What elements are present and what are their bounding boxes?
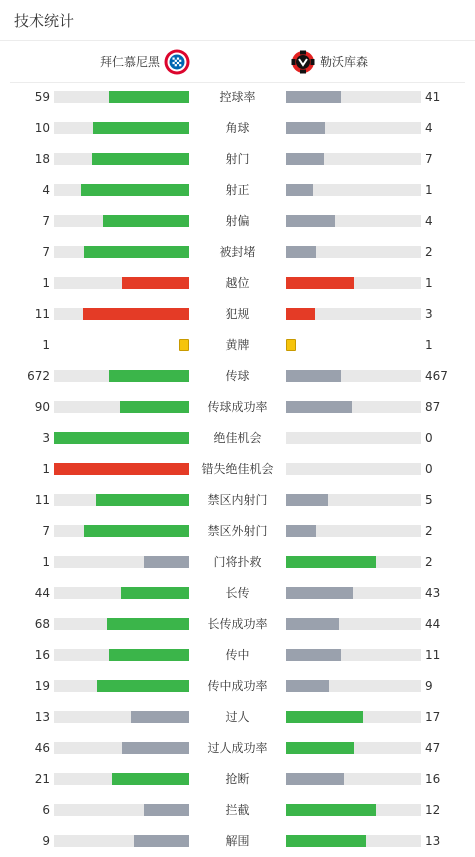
home-bar: [96, 494, 189, 506]
home-bar-track: [54, 711, 189, 723]
away-value: 5: [425, 493, 433, 507]
home-value: 672: [27, 369, 50, 383]
away-bar: [286, 308, 315, 320]
home-bar-track: [54, 804, 189, 816]
home-value: 68: [34, 617, 50, 631]
home-bar-track: [54, 773, 189, 785]
home-bar: [54, 463, 189, 475]
away-value: 4: [425, 214, 433, 228]
stat-row: [0, 547, 475, 578]
away-value: 12: [425, 803, 441, 817]
away-value: 47: [425, 741, 441, 755]
away-bar-track: [286, 401, 421, 413]
home-bar: [109, 91, 189, 103]
home-value: 90: [34, 400, 50, 414]
away-value: 16: [425, 772, 441, 786]
home-bar: [120, 401, 189, 413]
stat-row: [0, 640, 475, 671]
home-bar: [83, 308, 189, 320]
home-value: 1: [42, 555, 50, 569]
away-bar: [286, 649, 341, 661]
stat-row: [0, 175, 475, 206]
home-value: 44: [34, 586, 50, 600]
away-value: 0: [425, 462, 433, 476]
away-value: 1: [425, 338, 433, 352]
away-bar-track: [286, 215, 421, 227]
home-bar: [144, 804, 189, 816]
stat-label: 传球成功率: [207, 400, 268, 414]
home-value: 1: [42, 276, 50, 290]
away-bar: [286, 525, 316, 537]
home-bar: [122, 742, 189, 754]
away-bar: [286, 370, 341, 382]
stat-row: [0, 795, 475, 826]
home-bar: [122, 277, 190, 289]
away-bar-track: [286, 711, 421, 723]
home-bar: [84, 246, 189, 258]
stat-row: [0, 764, 475, 795]
home-bar: [109, 649, 189, 661]
stat-label: 控球率: [219, 90, 256, 104]
away-bar: [286, 215, 335, 227]
home-bar-track: [54, 370, 189, 382]
home-bar: [97, 680, 189, 692]
home-bar: [54, 432, 189, 444]
home-value: 10: [34, 121, 50, 135]
stat-label: 角球: [225, 121, 250, 135]
stat-label: 解围: [225, 834, 250, 848]
home-bar-track: [54, 556, 189, 568]
stat-row: [0, 361, 475, 392]
stat-label: 长传: [225, 586, 250, 600]
home-bar: [84, 525, 189, 537]
away-bar-track: [286, 804, 421, 816]
stat-label: 传中: [225, 648, 250, 662]
home-bar-track: [54, 432, 189, 444]
away-value: 44: [425, 617, 441, 631]
away-value: 2: [425, 555, 433, 569]
home-bar-track: [54, 494, 189, 506]
home-bar: [81, 184, 189, 196]
home-bar-track: [54, 649, 189, 661]
page-title: 技术统计: [14, 12, 75, 30]
stat-row: [0, 671, 475, 702]
away-bar-track: [286, 463, 421, 475]
home-bar-track: [54, 91, 189, 103]
bayer-leverkusen-logo-icon: [290, 49, 316, 75]
home-value: 4: [42, 183, 50, 197]
away-bar-track: [286, 122, 421, 134]
stat-label: 传中成功率: [207, 679, 268, 693]
stat-row: [0, 516, 475, 547]
stat-row: [0, 113, 475, 144]
away-bar: [286, 401, 352, 413]
away-bar-track: [286, 556, 421, 568]
away-bar-track: [286, 773, 421, 785]
away-bar: [286, 835, 366, 847]
home-value: 9: [42, 834, 50, 848]
away-bar: [286, 277, 354, 289]
stat-row: [0, 733, 475, 764]
stat-label: 过人: [225, 710, 250, 724]
stat-row: [0, 299, 475, 330]
home-bar-track: [54, 525, 189, 537]
away-bar: [286, 91, 341, 103]
stat-label: 传球: [225, 369, 250, 383]
away-bar-track: [286, 91, 421, 103]
home-value: 1: [42, 462, 50, 476]
stat-label: 黄牌: [225, 338, 250, 352]
home-bar-track: [54, 153, 189, 165]
stat-row: [0, 206, 475, 237]
away-value: 41: [425, 90, 441, 104]
stat-label: 错失绝佳机会: [201, 462, 274, 476]
away-bar-track: [286, 742, 421, 754]
away-bar: [286, 742, 354, 754]
away-bar: [286, 618, 339, 630]
stat-row: [0, 392, 475, 423]
away-bar: [286, 680, 329, 692]
away-value: 9: [425, 679, 433, 693]
stat-label: 长传成功率: [207, 617, 268, 631]
away-bar: [286, 773, 344, 785]
stat-label: 越位: [225, 276, 250, 290]
home-bar-track: [54, 835, 189, 847]
away-bar-track: [286, 525, 421, 537]
away-bar-track: [286, 370, 421, 382]
stat-label: 禁区外射门: [207, 524, 268, 538]
away-bar: [286, 246, 316, 258]
bayern-munich-logo-icon: [164, 49, 190, 75]
away-value: 87: [425, 400, 441, 414]
yellow-card-icon: [286, 339, 296, 351]
stat-label: 过人成功率: [207, 741, 268, 755]
home-value: 6: [42, 803, 50, 817]
away-value: 17: [425, 710, 441, 724]
away-bar-track: [286, 277, 421, 289]
home-value: 46: [34, 741, 50, 755]
away-value: 2: [425, 245, 433, 259]
stat-row: [0, 826, 475, 857]
stat-row: [0, 485, 475, 516]
home-bar-track: [54, 277, 189, 289]
away-value: 2: [425, 524, 433, 538]
home-value: 18: [34, 152, 50, 166]
stat-row: [0, 454, 475, 485]
home-value: 16: [34, 648, 50, 662]
home-value: 3: [42, 431, 50, 445]
away-bar: [286, 711, 363, 723]
away-bar-track: [286, 184, 421, 196]
away-bar-track: [286, 432, 421, 444]
home-bar: [93, 122, 189, 134]
away-bar: [286, 556, 376, 568]
away-value: 0: [425, 431, 433, 445]
stat-label: 绝佳机会: [213, 431, 262, 445]
home-bar-track: [54, 618, 189, 630]
stat-row: [0, 330, 475, 361]
away-bar-track: [286, 308, 421, 320]
away-value: 7: [425, 152, 433, 166]
stat-label: 射正: [225, 183, 250, 197]
away-value: 11: [425, 648, 441, 662]
away-value: 43: [425, 586, 441, 600]
home-value: 13: [34, 710, 50, 724]
home-team-name: 拜仁慕尼黑: [99, 55, 160, 69]
home-value: 7: [42, 245, 50, 259]
home-value: 11: [34, 307, 50, 321]
stat-label: 禁区内射门: [207, 493, 268, 507]
home-bar-track: [54, 680, 189, 692]
home-bar-track: [54, 246, 189, 258]
away-value: 4: [425, 121, 433, 135]
away-bar-track: [286, 153, 421, 165]
home-bar: [131, 711, 190, 723]
home-bar: [92, 153, 189, 165]
away-bar-track: [286, 246, 421, 258]
home-bar-track: [54, 308, 189, 320]
home-bar: [144, 556, 189, 568]
stat-label: 拦截: [225, 803, 250, 817]
away-team[interactable]: [290, 41, 368, 82]
stat-label: 射门: [225, 152, 250, 166]
home-bar-track: [54, 401, 189, 413]
home-value: 59: [34, 90, 50, 104]
home-value: 19: [34, 679, 50, 693]
home-bar: [134, 835, 189, 847]
home-bar: [109, 370, 189, 382]
stat-row: [0, 423, 475, 454]
home-value: 7: [42, 214, 50, 228]
away-bar-track: [286, 649, 421, 661]
home-bar-track: [54, 184, 189, 196]
stat-label: 犯规: [225, 307, 250, 321]
away-bar-track: [286, 587, 421, 599]
page-header: [0, 0, 475, 41]
teams-header: [10, 41, 465, 83]
stat-label: 被封堵: [219, 245, 256, 259]
stat-row: [0, 82, 475, 113]
stat-label: 门将扑救: [213, 555, 262, 569]
stat-row: [0, 609, 475, 640]
away-bar: [286, 587, 353, 599]
away-value: 1: [425, 276, 433, 290]
home-value: 21: [34, 772, 50, 786]
away-value: 13: [425, 834, 441, 848]
away-value: 467: [425, 369, 448, 383]
away-value: 1: [425, 183, 433, 197]
away-bar-track: [286, 618, 421, 630]
away-bar-track: [286, 494, 421, 506]
home-team[interactable]: [100, 41, 190, 82]
away-bar: [286, 184, 313, 196]
home-bar-track: [54, 463, 189, 475]
home-bar: [112, 773, 189, 785]
home-bar-track: [54, 215, 189, 227]
home-value: 1: [42, 338, 50, 352]
home-bar: [107, 618, 189, 630]
stats-table: [0, 82, 475, 857]
home-bar-track: [54, 742, 189, 754]
away-bar: [286, 122, 325, 134]
home-bar-track: [54, 122, 189, 134]
stat-row: [0, 268, 475, 299]
yellow-card-icon: [179, 339, 189, 351]
home-bar-track: [54, 587, 189, 599]
away-bar: [286, 494, 328, 506]
home-value: 11: [34, 493, 50, 507]
away-team-name: 勒沃库森: [320, 55, 369, 69]
stat-row: [0, 702, 475, 733]
stat-label: 抢断: [225, 772, 250, 786]
away-bar: [286, 804, 376, 816]
stat-row: [0, 578, 475, 609]
stat-row: [0, 144, 475, 175]
home-value: 7: [42, 524, 50, 538]
stat-label: 射偏: [225, 214, 250, 228]
away-bar-track: [286, 680, 421, 692]
stat-row: [0, 237, 475, 268]
away-bar: [286, 153, 324, 165]
away-value: 3: [425, 307, 433, 321]
home-bar: [103, 215, 189, 227]
home-bar: [121, 587, 189, 599]
away-bar-track: [286, 835, 421, 847]
